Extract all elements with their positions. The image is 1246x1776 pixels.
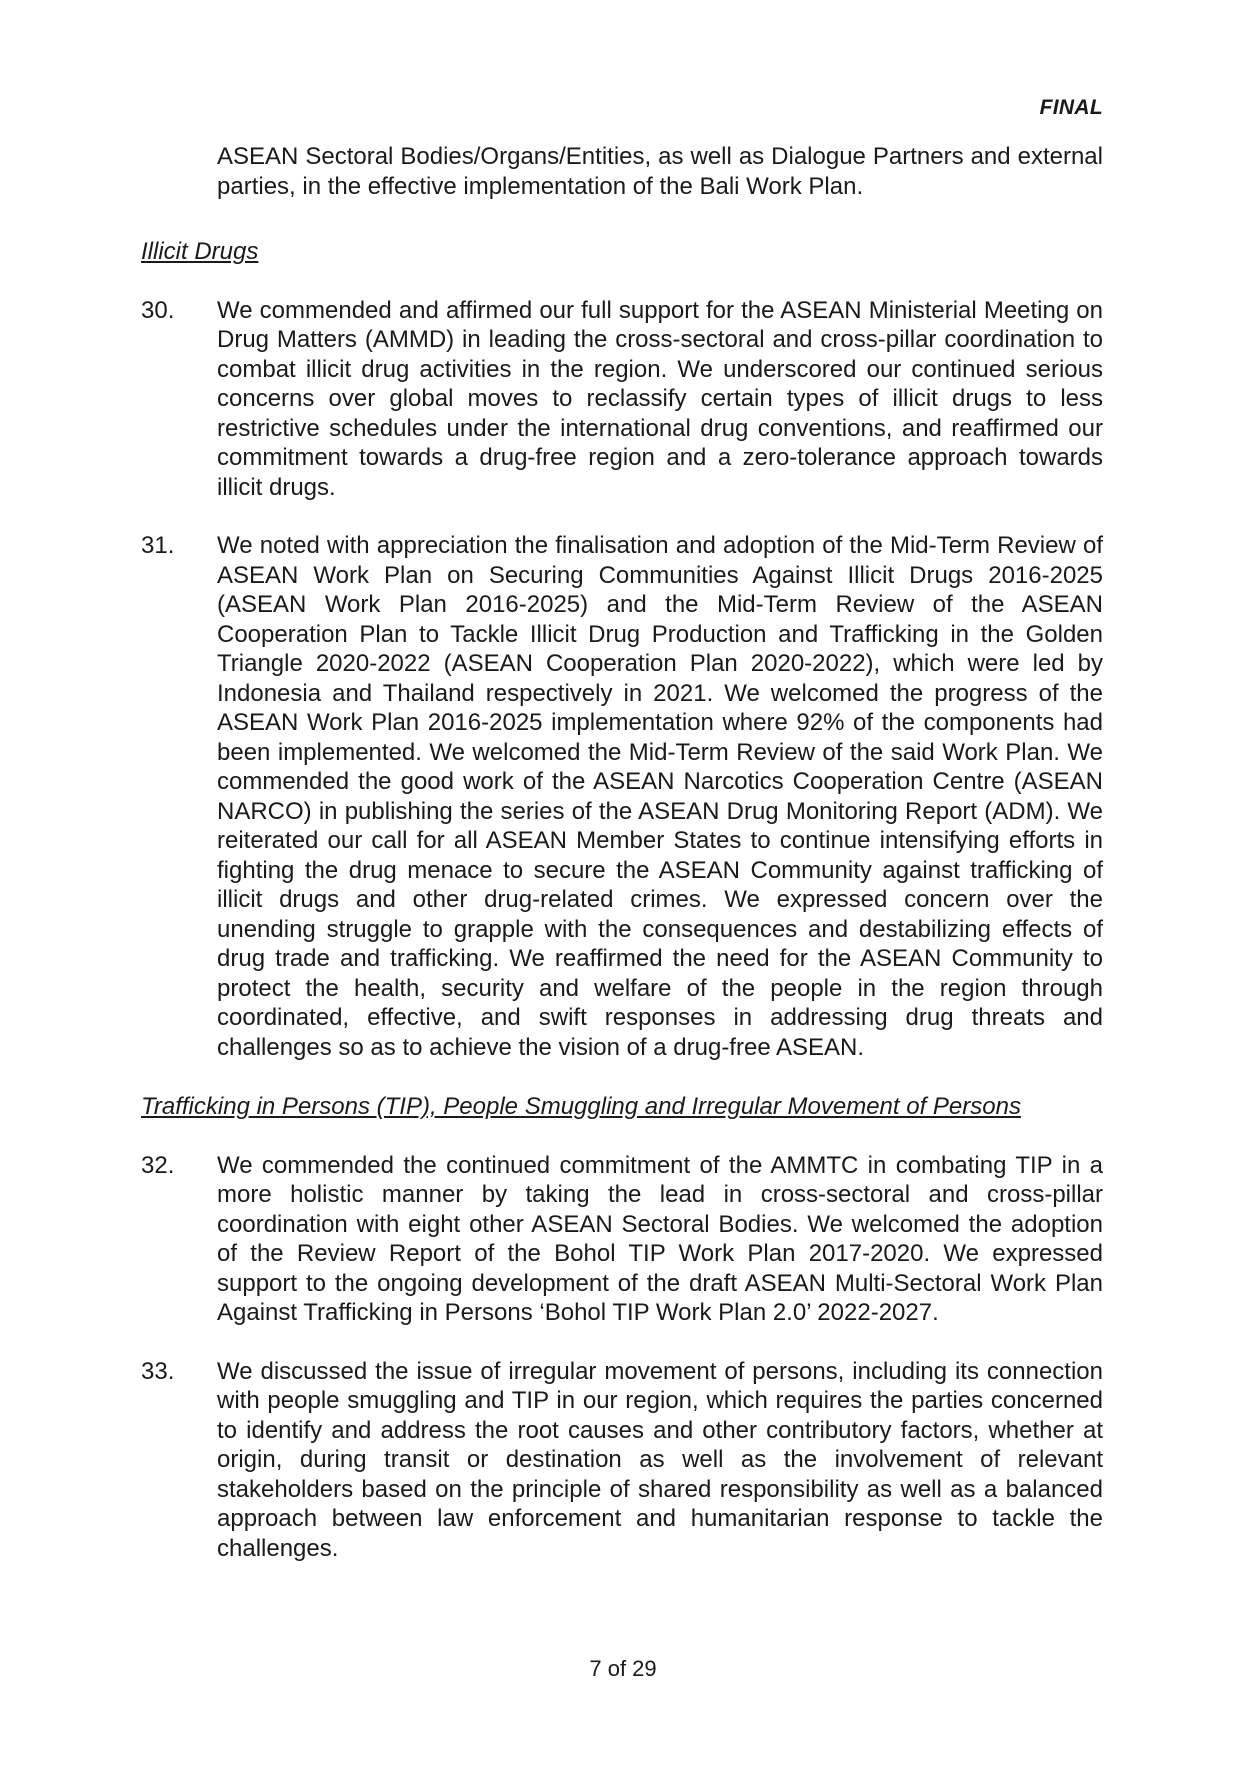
paragraph-32: [141, 1151, 1103, 1328]
section-heading-illicit-drugs: Illicit Drugs: [141, 238, 259, 265]
document-body: [141, 142, 1103, 1563]
page-number: 7 of 29: [589, 1656, 657, 1681]
paragraph-30: [141, 296, 1103, 503]
continuation-paragraph: ASEAN Sectoral Bodies/Organs/Entities, as well as Dialogue Partners and external parties, in the effective implementation of the Bali Work Plan.: [217, 143, 1103, 200]
paragraph-text: We discussed the issue of irregular movement of persons, including its connection with people smuggling and TIP in our region, which requires the parties concerned to identify and address the root causes and other contributory factors, whether at origin, during transit or destination as well as the involvement of relevant stakeholders based on the principle of shared responsibility as well as a balanced approach between law enforcement and humanitarian response to tackle the challenges.: [217, 1357, 1103, 1562]
paragraph-text: We commended and affirmed our full support for the ASEAN Ministerial Meeting on Drug Matters (AMMD) in leading the cross-sectoral and cross-pillar coordination to combat illicit drug activities in the region. We underscored our continued serious concerns over global moves to reclassify certain types of illicit drugs to less restrictive schedules under the international drug conventions, and reaffirmed our commitment towards a drug-free region and a zero-tolerance approach towards illicit drugs.: [217, 296, 1103, 501]
paragraph-number: 31.: [141, 532, 175, 559]
document-status-mark: FINAL: [1039, 96, 1103, 119]
paragraph-number: 32.: [141, 1151, 175, 1179]
paragraph-text: We commended the continued commitment of the AMMTC in combating TIP in a more holistic manner by taking the lead in cross-sectoral and cross-pillar coordination with eight other ASEAN Sectoral Bodies. We welcomed the adoption of the Review Report of the Bohol TIP Work Plan 2017-2020. We expressed support to the ongoing development of the draft ASEAN Multi-Sectoral Work Plan Against Trafficking in Persons ‘Bohol TIP Work Plan 2.0’ 2022-2027.: [217, 1151, 1103, 1326]
paragraph-text: We noted with appreciation the finalisation and adoption of the Mid-Term Review of ASEAN Work Plan on Securing Communities Against Illicit Drugs 2016-2025 (ASEAN Work Plan 2016-2025) and the Mid-Term Review of the ASEAN Cooperation Plan to Tackle Illicit Drug Production and Trafficking in the Golden Triangle 2020-2022 (ASEAN Cooperation Plan 2020-2022), which were led by Indonesia and Thailand respectively in 2021. We welcomed the progress of the ASEAN Work Plan 2016-2025 implementation where 92% of the components had been implemented. We welcomed the Mid-Term Review of the said Work Plan. We commended the good work of the ASEAN Narcotics Cooperation Centre (ASEAN NARCO) in publishing the series of the ASEAN Drug Monitoring Report (ADM). We reiterated our call for all ASEAN Member States to continue intensifying efforts in fighting the drug menace to secure the ASEAN Community against trafficking of illicit drugs and other drug-related crimes. We expressed concern over the unending struggle to grapple with the consequences and destabilizing effects of drug trade and trafficking. We reaffirmed the need for the ASEAN Community to protect the health, security and welfare of the people in the region through coordinated, effective, and swift responses in addressing drug threats and challenges so as to achieve the vision of a drug-free ASEAN.: [217, 532, 1103, 1061]
paragraph-31: [141, 531, 1103, 1062]
section-heading-trafficking-in-persons: Trafficking in Persons (TIP), People Smuggling and Irregular Movement of Persons: [141, 1093, 1021, 1120]
paragraph-number: 33.: [141, 1357, 175, 1385]
paragraph-number: 30.: [141, 296, 175, 324]
paragraph-33: [141, 1357, 1103, 1564]
